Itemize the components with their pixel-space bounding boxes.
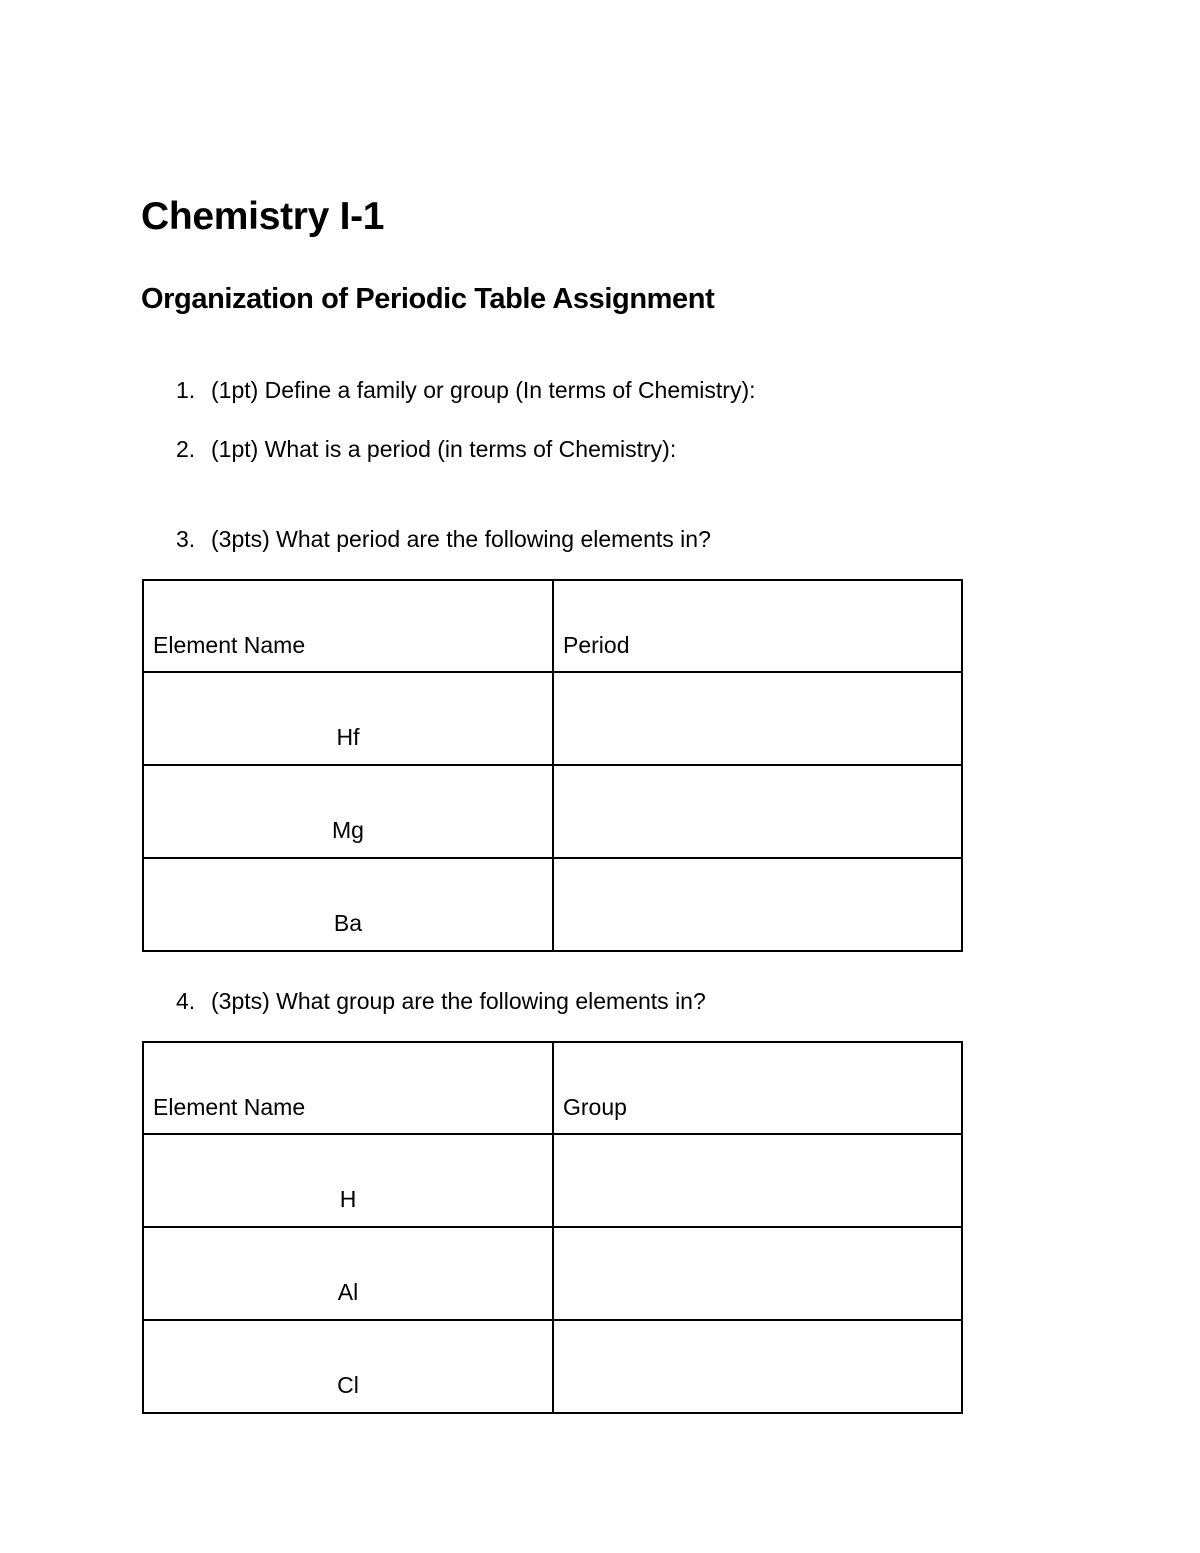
element-cell: Cl	[143, 1320, 553, 1413]
period-answer-cell[interactable]	[553, 672, 962, 765]
question-number: 1.	[176, 377, 196, 403]
element-cell: Ba	[143, 858, 553, 951]
question-number: 4.	[176, 988, 196, 1014]
table-row	[143, 1227, 962, 1320]
period-answer-cell[interactable]	[553, 858, 962, 951]
group-table	[142, 1041, 963, 1414]
element-cell: Mg	[143, 765, 553, 858]
table-header-group: Group	[553, 1042, 962, 1134]
document-title: Chemistry I-1	[141, 195, 385, 238]
element-cell: Al	[143, 1227, 553, 1320]
question-text: (1pt) What is a period (in terms of Chemistry):	[211, 436, 677, 462]
question-text: (1pt) Define a family or group (In terms of Chemistry):	[211, 377, 756, 403]
element-cell: H	[143, 1134, 553, 1227]
question-4	[176, 986, 706, 1016]
period-answer-cell[interactable]	[553, 765, 962, 858]
table-header-row	[143, 1042, 962, 1134]
table-row	[143, 858, 962, 951]
group-answer-cell[interactable]	[553, 1227, 962, 1320]
question-text: (3pts) What period are the following elements in?	[211, 526, 711, 552]
group-answer-cell[interactable]	[553, 1134, 962, 1227]
question-1	[176, 375, 756, 405]
question-text: (3pts) What group are the following elements in?	[211, 988, 706, 1014]
table-header-period: Period	[553, 580, 962, 672]
question-2	[176, 434, 676, 464]
document-subtitle: Organization of Periodic Table Assignment	[141, 283, 715, 315]
table-header-element-name: Element Name	[143, 1042, 553, 1134]
question-number: 3.	[176, 526, 196, 552]
element-cell: Hf	[143, 672, 553, 765]
table-header-row	[143, 580, 962, 672]
table-row	[143, 765, 962, 858]
table-row	[143, 1134, 962, 1227]
question-number: 2.	[176, 436, 196, 462]
period-table	[142, 579, 963, 952]
table-header-element-name: Element Name	[143, 580, 553, 672]
group-answer-cell[interactable]	[553, 1320, 962, 1413]
table-row	[143, 1320, 962, 1413]
question-3	[176, 524, 711, 554]
table-row	[143, 672, 962, 765]
